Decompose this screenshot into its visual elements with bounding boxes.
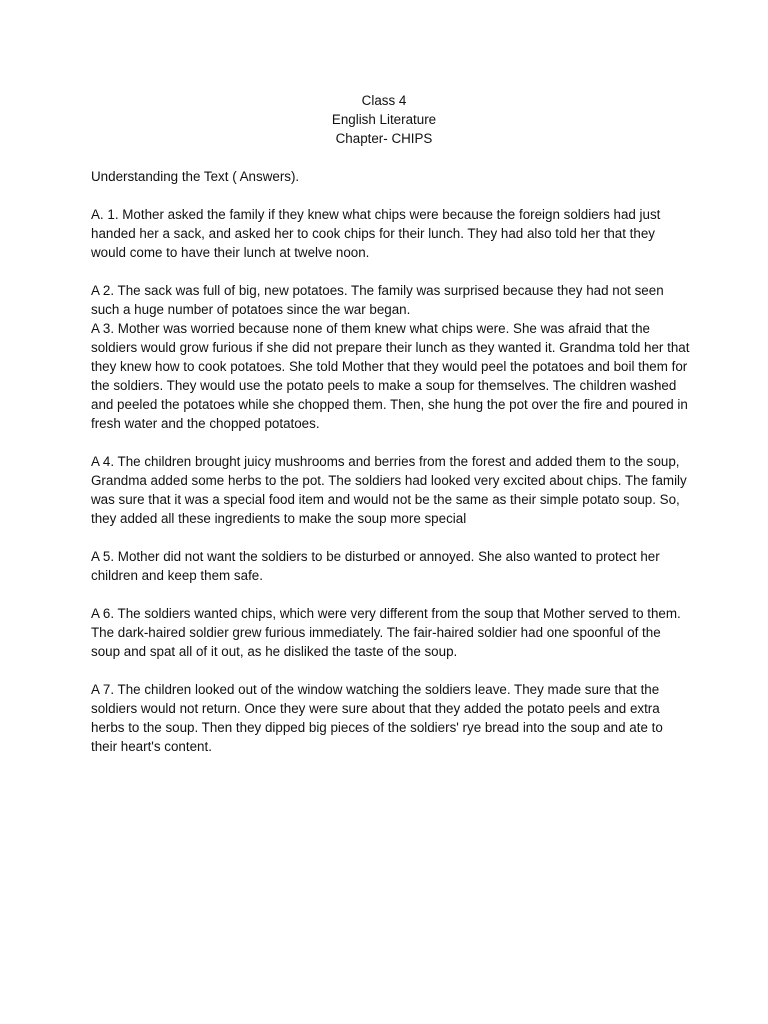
answer-3: A 3. Mother was worried because none of them knew what chips were. She was afraid that the soldiers would grow furious if she did not prepare their lunch as they wanted it. Grandma told her that they knew how to cook potatoes. She told Mother that they would peel the potatoes and boil them for the soldiers. They would use the potato peels to make a soup for themselves. The children washed and peeled the potatoes while she chopped them. Then, she hung the pot over the fire and poured in fresh water and the chopped potatoes. bbox=[91, 321, 690, 431]
chapter-line: Chapter- CHIPS bbox=[335, 131, 433, 146]
subject-line: English Literature bbox=[331, 112, 437, 127]
answer-4: A 4. The children brought juicy mushrooms and berries from the forest and added them to the soup, Grandma added some herbs to the pot. The soldiers had looked very excited about chips. The family was sure that it was a special food item and would not be the same as their simple potato soup. So, they added all these ingredients to make the soup more special bbox=[91, 454, 687, 526]
answer-2: A 2. The sack was full of big, new potatoes. The family was surprised because they had not seen such a huge number of potatoes since the war began. bbox=[91, 283, 664, 317]
answer-6: A 6. The soldiers wanted chips, which were very different from the soup that Mother served to them. The dark-haired soldier grew furious immediately. The fair-haired soldier had one spoonful of the soup and spat all of it out, as he disliked the taste of the soup. bbox=[91, 606, 681, 659]
document-header bbox=[0, 91, 768, 148]
section-heading: Understanding the Text ( Answers). bbox=[91, 169, 300, 184]
class-line: Class 4 bbox=[361, 93, 407, 108]
document-body bbox=[91, 167, 691, 756]
answer-7: A 7. The children looked out of the window watching the soldiers leave. They made sure that the soldiers would not return. Once they were sure about that they added the potato peels and extra herbs to the soup. Then they dipped big pieces of the soldiers' rye bread into the soup and ate to their heart's content. bbox=[91, 682, 663, 754]
answer-5: A 5. Mother did not want the soldiers to be disturbed or annoyed. She also wanted to protect her children and keep them safe. bbox=[91, 549, 660, 583]
answer-1: A. 1. Mother asked the family if they knew what chips were because the foreign soldiers had just handed her a sack, and asked her to cook chips for their lunch. They had also told her that they would come to have their lunch at twelve noon. bbox=[91, 207, 661, 260]
